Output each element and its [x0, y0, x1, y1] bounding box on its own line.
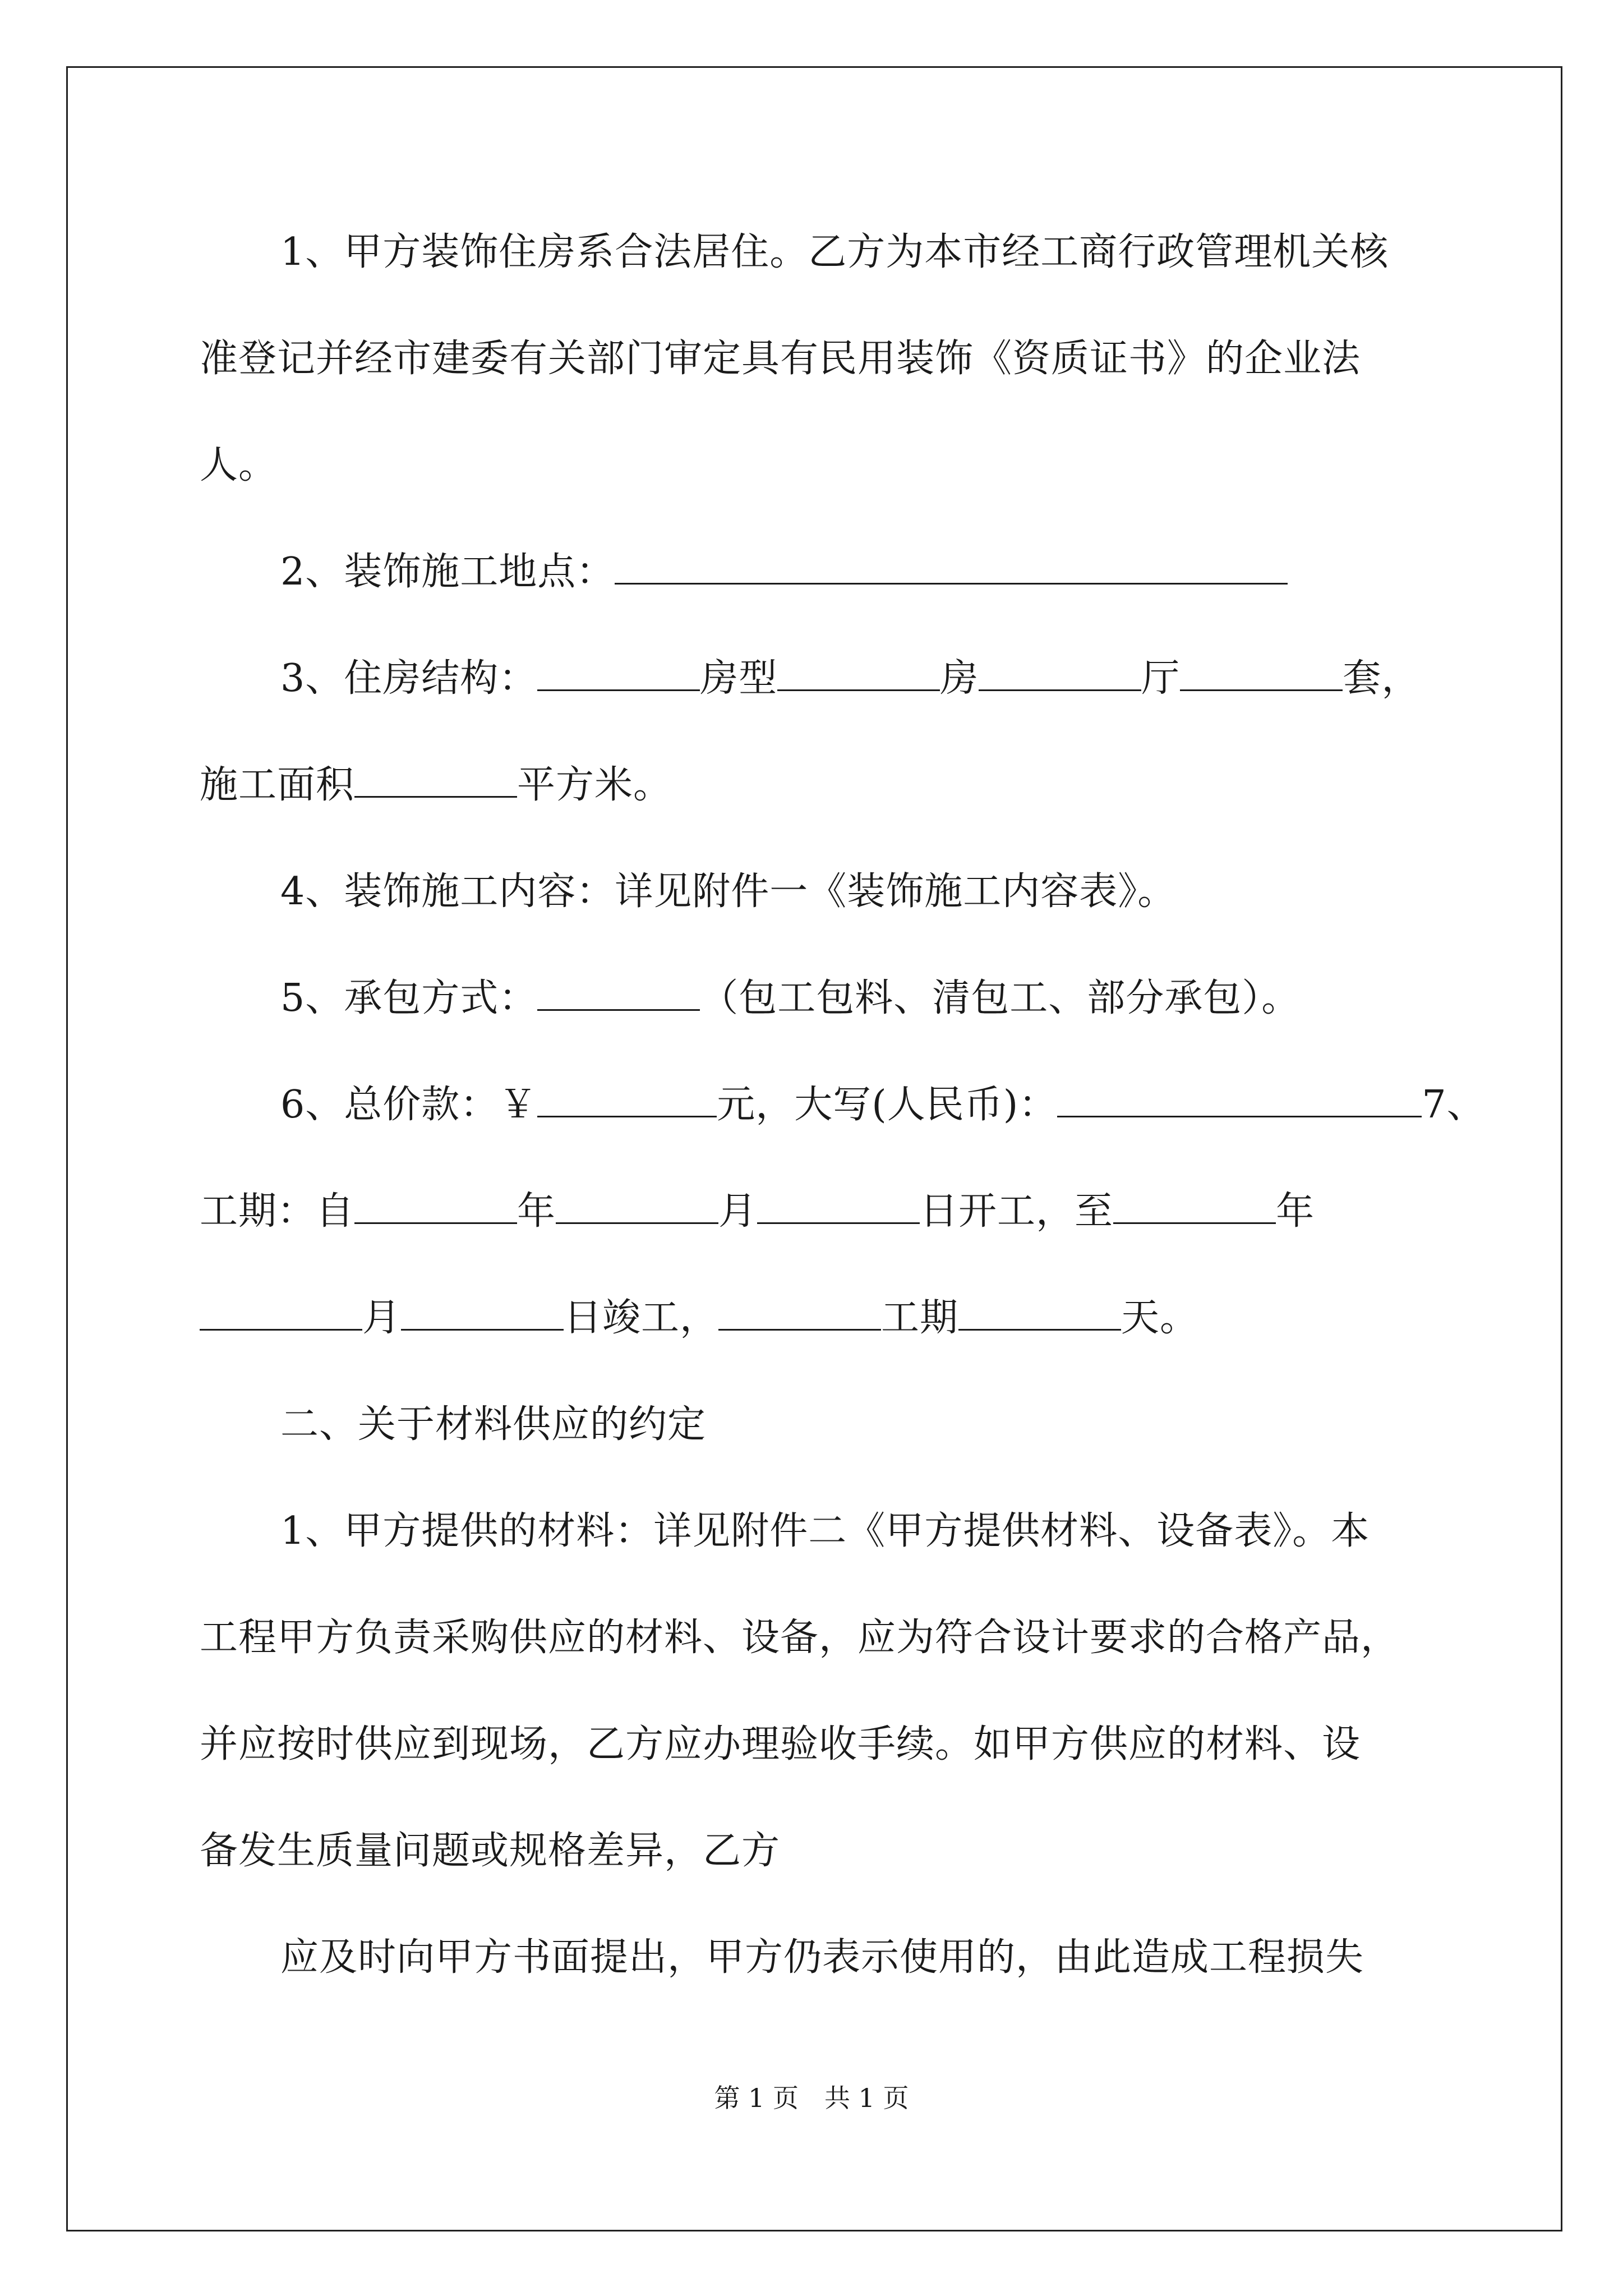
room-type-blank[interactable]: [537, 655, 700, 691]
start-year-blank[interactable]: [354, 1188, 517, 1224]
page-border: [66, 66, 1562, 2231]
total-price-number-blank[interactable]: [537, 1081, 717, 1117]
item-7-number: 7、: [1422, 1083, 1486, 1127]
construction-site-line: [280, 547, 1288, 597]
paragraph-line: 1、甲方提供的材料：详见附件二《甲方提供材料、设备表》。本: [280, 1509, 1370, 1553]
end-year-blank[interactable]: [1113, 1188, 1276, 1224]
schedule-line: [200, 1186, 1315, 1237]
end-year-label: 年: [1276, 1189, 1315, 1234]
contract-method-options: （包工包料、清包工、部分承包）。: [700, 976, 1301, 1020]
paragraph-line: 准登记并经市建委有关部门审定具有民用装饰《资质证书》的企业法: [200, 337, 1361, 381]
contract-method-label: 5、承包方式：: [280, 976, 538, 1020]
bedroom-label: 房: [940, 656, 979, 701]
bedroom-count-blank[interactable]: [777, 655, 940, 691]
square-meter-label: 平方米。: [517, 763, 672, 807]
total-price-words-blank[interactable]: [1057, 1081, 1422, 1117]
paragraph-line: 并应按时供应到现场，乙方应办理验收手续。如甲方供应的材料、设: [200, 1722, 1361, 1766]
start-month-blank[interactable]: [556, 1188, 718, 1224]
duration-label: 工期: [881, 1296, 959, 1340]
paragraph-line: 应及时向甲方书面提出，甲方仍表示使用的，由此造成工程损失: [280, 1935, 1364, 1980]
duration-days-blank[interactable]: [958, 1294, 1121, 1331]
end-month-label: 月: [362, 1296, 402, 1340]
construction-content-line: 4、装饰施工内容：详见附件一《装饰施工内容表》。: [280, 869, 1177, 914]
construction-site-label: 2、装饰施工地点：: [280, 550, 615, 594]
start-year-label: 年: [517, 1189, 556, 1234]
end-month-blank[interactable]: [200, 1294, 362, 1331]
start-day-blank[interactable]: [757, 1188, 920, 1224]
schedule-label: 工期：自: [200, 1189, 355, 1234]
total-price-words-label: 元，大写(人民币)：: [717, 1083, 1058, 1127]
duration-blank-pre[interactable]: [718, 1294, 881, 1331]
living-room-label: 厅: [1141, 656, 1181, 701]
construction-area-label: 施工面积: [200, 763, 355, 807]
paragraph-line: 备发生质量问题或规格差异，乙方: [200, 1829, 781, 1873]
unit-label: 套，: [1343, 656, 1421, 701]
paragraph-line: 人。: [200, 443, 278, 487]
end-day-label: 日竣工，: [564, 1296, 719, 1340]
end-day-blank[interactable]: [401, 1294, 564, 1331]
unit-count-blank[interactable]: [1180, 655, 1343, 691]
living-room-count-blank[interactable]: [979, 655, 1141, 691]
total-price-label: 6、总价款：￥: [280, 1083, 538, 1127]
section-heading: 二、关于材料供应的约定: [280, 1402, 707, 1447]
housing-structure-label: 3、住房结构：: [280, 656, 538, 701]
schedule-line-2: [200, 1293, 1198, 1343]
paragraph-line: 工程甲方负责采购供应的材料、设备，应为符合设计要求的合格产品，: [200, 1616, 1400, 1660]
construction-site-blank[interactable]: [615, 548, 1288, 585]
page-footer: 第 1 页 共 1 页: [714, 2083, 909, 2113]
construction-area-line: [200, 760, 672, 811]
construction-area-blank[interactable]: [354, 761, 517, 798]
days-label: 天。: [1121, 1296, 1199, 1340]
paragraph-line: 1、甲方装饰住房系合法居住。乙方为本市经工商行政管理机关核: [280, 230, 1389, 274]
contract-method-line: [280, 973, 1300, 1024]
start-day-label: 日开工，至: [920, 1189, 1114, 1234]
start-month-label: 月: [718, 1189, 758, 1234]
contract-method-blank[interactable]: [537, 974, 700, 1011]
total-price-line: [280, 1080, 1486, 1130]
room-type-label: 房型: [700, 656, 778, 701]
housing-structure-line: [280, 654, 1420, 704]
